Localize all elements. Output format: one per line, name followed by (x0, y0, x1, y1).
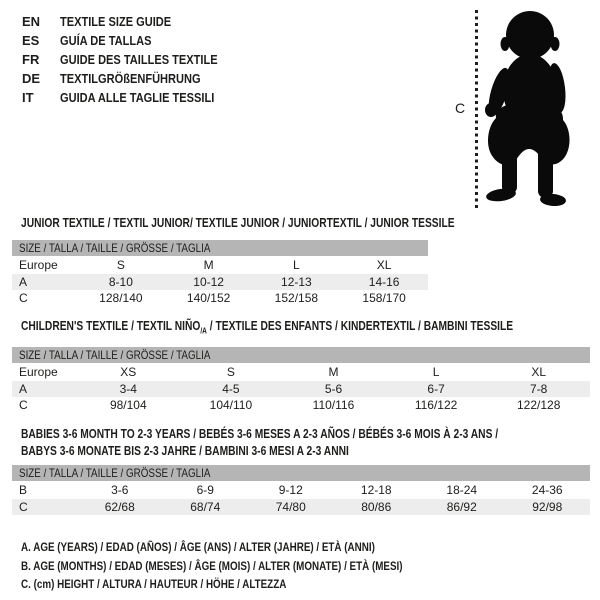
row-label: B (19, 483, 28, 498)
row-label: A (19, 274, 28, 289)
table-row-height (12, 397, 590, 414)
section-babies (12, 426, 590, 516)
section-children (12, 319, 590, 414)
size-cell: M (328, 365, 339, 380)
size-cell: XL (376, 258, 392, 273)
row-label: A (19, 381, 28, 396)
height-cell: 140/152 (186, 291, 231, 306)
language-code: EN (22, 14, 41, 29)
language-row-it (22, 88, 245, 107)
section-title (21, 319, 600, 339)
height-cell: 62/68 (104, 499, 135, 514)
height-cell: 68/74 (190, 499, 221, 514)
language-label: GUÍA DE TALLAS (60, 33, 152, 48)
age-cell: 10-12 (193, 274, 224, 289)
size-cell: S (116, 258, 125, 273)
size-cell: S (226, 365, 235, 380)
age-cell: 6-9 (196, 483, 214, 498)
age-cell: 3-4 (119, 381, 137, 396)
size-cell: XL (531, 365, 547, 380)
height-cell: 74/80 (275, 499, 306, 514)
language-row-de (22, 69, 245, 88)
size-header-bar (12, 347, 590, 363)
height-measure-dashed-line (475, 10, 478, 208)
row-label: Europe (19, 258, 58, 273)
legend-line-b: B. AGE (MONTHS) / EDAD (MESES) / ÂGE (MOIS) / ALTER (MONATE) / ETÀ (MESI) (21, 558, 403, 573)
height-cell: 128/140 (99, 291, 143, 306)
age-cell: 8-10 (108, 274, 133, 289)
language-code: DE (22, 71, 41, 86)
row-label: C (19, 499, 28, 514)
height-cell: 98/104 (109, 398, 147, 413)
height-cell: 86/92 (446, 499, 477, 514)
age-cell: 5-6 (324, 381, 343, 396)
size-cell: XS (120, 365, 137, 380)
size-cell: L (293, 258, 300, 273)
table-row-age (12, 274, 428, 291)
height-cell: 80/86 (361, 499, 392, 514)
section-title-text (21, 319, 513, 339)
baby-silhouette-icon (480, 8, 575, 208)
table-row-age (12, 381, 590, 398)
table-row-age-months (12, 482, 590, 499)
age-cell: 24-36 (531, 483, 563, 498)
age-cell: 14-16 (368, 274, 400, 289)
language-row-en (22, 12, 245, 31)
size-header-text: SIZE / TALLA / TAILLE / GRÖSSE / TAGLIA (19, 466, 211, 480)
language-code: FR (22, 52, 40, 67)
title-post: / TEXTILE DES ENFANTS / KINDERTEXTIL / BAMBINI TESSILE (206, 319, 514, 333)
language-label: GUIDE DES TAILLES TEXTILE (60, 52, 218, 67)
title-subscript: /A (200, 326, 207, 336)
title-pre: CHILDREN'S TEXTILE / TEXTIL NIÑO (21, 319, 201, 333)
age-cell: 12-13 (281, 274, 312, 289)
age-cell: 3-6 (111, 483, 129, 498)
height-cell: 158/170 (362, 291, 406, 306)
height-cell: 116/122 (414, 398, 458, 413)
height-cell: 92/98 (532, 499, 563, 514)
section-title (21, 426, 600, 459)
table-row-europe (12, 364, 590, 381)
height-cell: 152/158 (274, 291, 319, 306)
language-code: ES (22, 33, 40, 48)
size-header-text: SIZE / TALLA / TAILLE / GRÖSSE / TAGLIA (19, 348, 211, 362)
language-row-fr (22, 50, 245, 69)
section-title-text: JUNIOR TEXTILE / TEXTIL JUNIOR/ TEXTILE JUNIOR / JUNIORTEXTIL / JUNIOR TESSILE (21, 216, 455, 230)
table-row-europe (12, 257, 428, 274)
size-cell: L (432, 365, 440, 380)
junior-size-table (12, 257, 428, 307)
section-title-line2: BABYS 3-6 MONATE BIS 2-3 JAHRE / BAMBINI 3-6 MESI A 2-3 ANNI (21, 443, 349, 458)
section-title (21, 216, 550, 230)
size-header-text: SIZE / TALLA / TAILLE / GRÖSSE / TAGLIA (19, 241, 211, 255)
table-row-height (12, 290, 428, 307)
junior-table-block (12, 240, 428, 307)
age-cell: 6-7 (427, 381, 445, 396)
height-cell: 110/116 (312, 398, 355, 413)
height-cell: 104/110 (209, 398, 253, 413)
height-measure-label: C (455, 100, 466, 116)
height-cell: 122/128 (516, 398, 561, 413)
age-cell: 7-8 (530, 381, 548, 396)
babies-size-table (12, 482, 590, 515)
section-title-line1: BABIES 3-6 MONTH TO 2-3 YEARS / BEBÉS 3-6 MESES A 2-3 AÑOS / BÉBÉS 3-6 MOIS À 2-3 ANS / (21, 427, 499, 441)
legend-line-a: A. AGE (YEARS) / EDAD (AÑOS) / ÂGE (ANS) / ALTER (JAHRE) / ETÀ (ANNI) (21, 540, 375, 554)
legend-line-c: C. (cm) HEIGHT / ALTURA / HAUTEUR / HÖHE / ALTEZZA (21, 577, 287, 591)
section-junior (12, 216, 455, 308)
row-label: Europe (19, 365, 58, 380)
language-code: IT (22, 90, 34, 105)
row-label: C (19, 291, 28, 306)
babies-table-block (12, 465, 590, 515)
age-cell: 18-24 (446, 483, 478, 498)
language-label: GUIDA ALLE TAGLIE TESSILI (60, 90, 215, 105)
legend (21, 538, 486, 594)
size-cell: M (203, 258, 214, 273)
age-cell: 12-18 (360, 483, 392, 498)
age-cell: 9-12 (278, 483, 303, 498)
language-label: TEXTILE SIZE GUIDE (60, 14, 172, 29)
age-cell: 4-5 (222, 381, 240, 396)
size-header-bar (12, 465, 590, 481)
row-label: C (19, 398, 28, 413)
children-table-block (12, 347, 590, 414)
language-list (22, 12, 245, 107)
children-size-table (12, 364, 590, 414)
language-label: TEXTILGRÖßENFÜHRUNG (60, 71, 201, 86)
table-row-height (12, 499, 590, 516)
language-row-es (22, 31, 245, 50)
size-header-bar (12, 240, 428, 256)
